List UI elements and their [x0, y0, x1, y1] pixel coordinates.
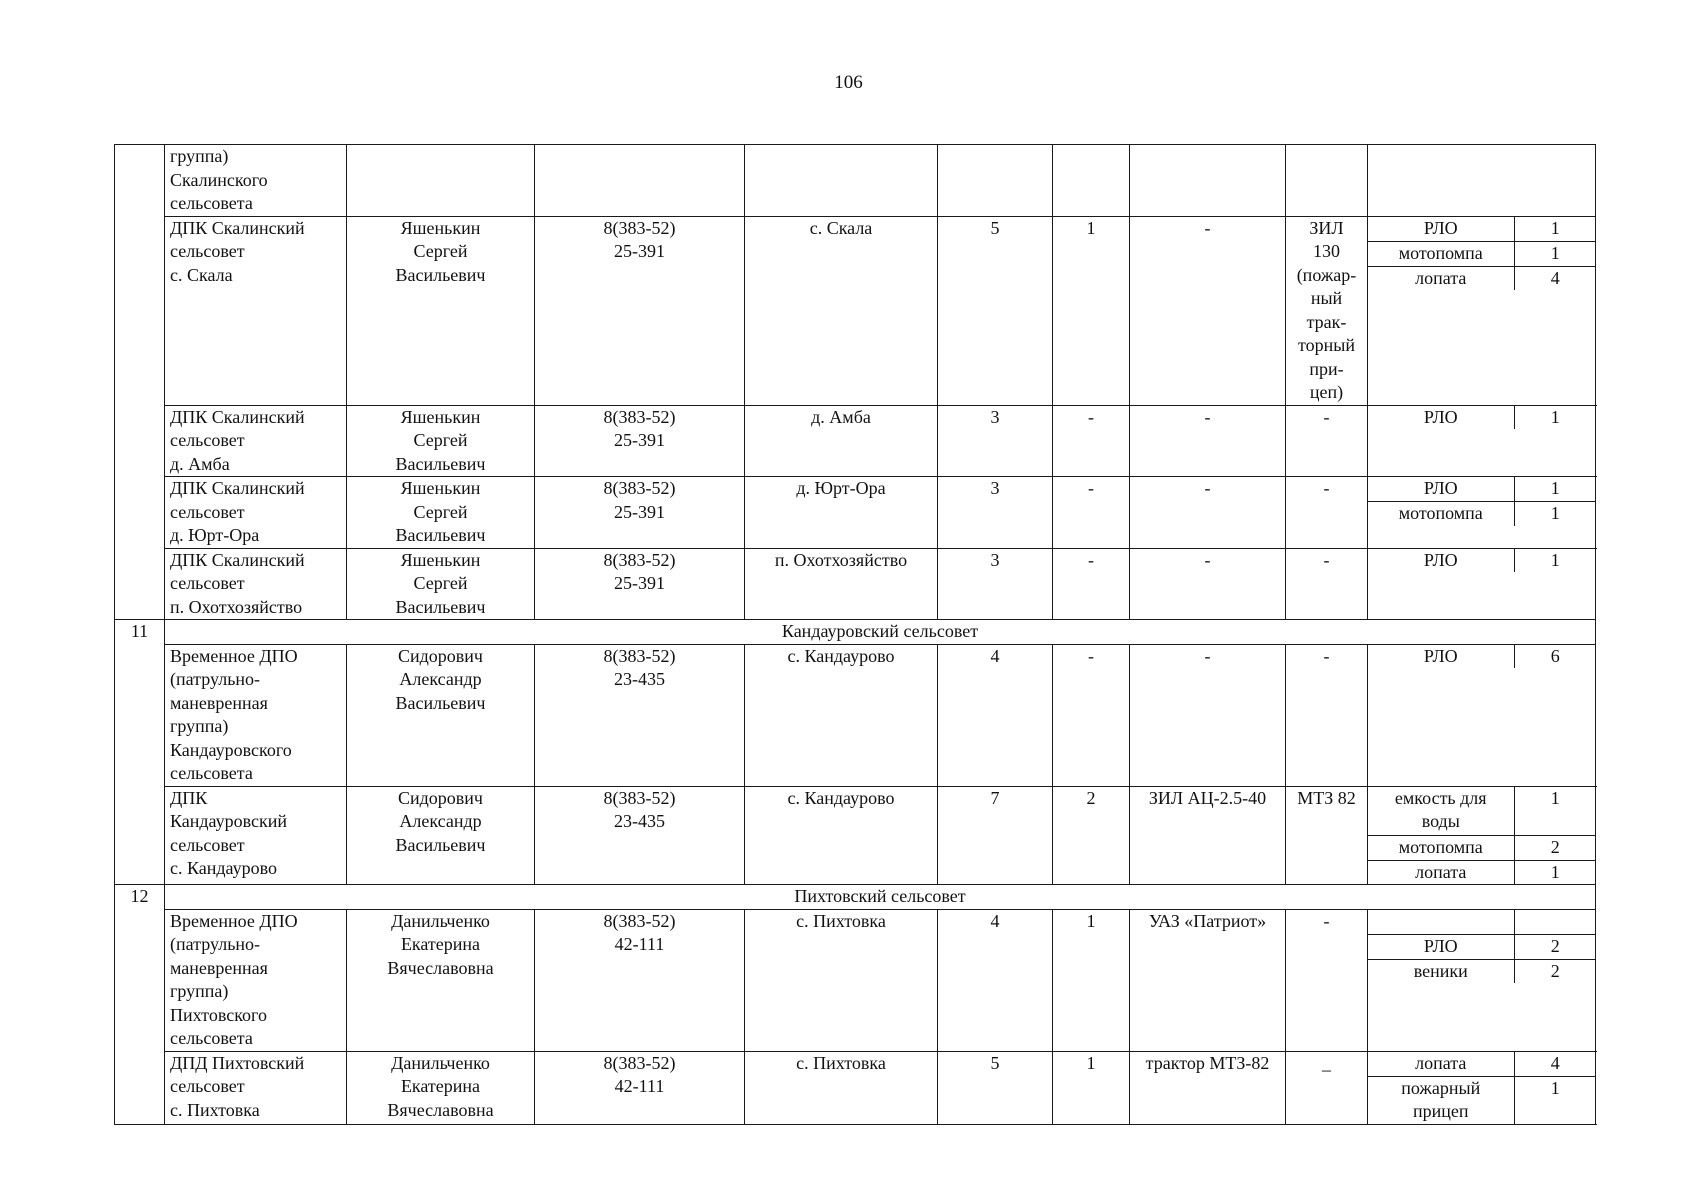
head-name: Яшенькин Сергей Васильевич: [347, 216, 535, 405]
equipment-name: РЛО: [1368, 217, 1514, 242]
equipment-cell: [1368, 909, 1596, 1051]
units-count: -: [1053, 548, 1130, 620]
tractor: -: [1286, 548, 1368, 620]
equipment-qty: 1: [1514, 217, 1596, 242]
tractor: -: [1286, 405, 1368, 477]
equipment-name: РЛО: [1368, 934, 1514, 959]
equipment-qty: 1: [1550, 1077, 1560, 1098]
empty-cell: [1368, 145, 1596, 217]
equipment-qty: 1: [1514, 787, 1596, 836]
fire-brigades-table: [114, 144, 1596, 1125]
unit-name: группа) Скалинского сельсовета: [165, 145, 347, 217]
equipment-qty: 1: [1550, 861, 1560, 882]
equipment-qty: 1: [1514, 477, 1596, 502]
people-count: 3: [938, 477, 1053, 549]
equipment-item: [1368, 835, 1596, 860]
people-count: 4: [938, 909, 1053, 1051]
tractor: -: [1286, 477, 1368, 549]
equipment-list: [1368, 406, 1596, 430]
people-count: 3: [938, 548, 1053, 620]
table-row: [115, 405, 1596, 477]
empty-cell: [535, 145, 745, 217]
settlement: с. Кандаурово: [745, 644, 938, 786]
equipment-qty: 1: [1550, 503, 1560, 523]
vehicle: УАЗ «Патриот»: [1130, 909, 1286, 1051]
unit-name: Временное ДПО (патрульно- маневренная группа) Кандауровского сельсовета: [165, 644, 347, 786]
settlement: п. Охотхозяйство: [745, 548, 938, 620]
section-title: Пихтовский сельсовет: [165, 885, 1596, 910]
vehicle: -: [1130, 216, 1286, 405]
phone-number: 8(383-52) 42-111: [535, 909, 745, 1051]
settlement: с. Кандаурово: [745, 786, 938, 885]
head-name: Данильченко Екатерина Вячеславовна: [347, 909, 535, 1051]
equipment-qty: 6: [1550, 645, 1560, 666]
table-row: [115, 786, 1596, 885]
equipment-item: [1368, 787, 1596, 836]
phone-number: 8(383-52) 25-391: [535, 477, 745, 549]
units-count: 1: [1053, 1051, 1130, 1124]
section-header-row: [115, 885, 1596, 910]
settlement: с. Скала: [745, 216, 938, 405]
head-name: Сидорович Александр Васильевич: [347, 786, 535, 885]
equipment-name: мотопомпа: [1368, 502, 1514, 526]
unit-name: Временное ДПО (патрульно- маневренная группа) Пихтовского сельсовета: [165, 909, 347, 1051]
equipment-qty: 1: [1550, 406, 1560, 427]
empty-cell: [745, 145, 938, 217]
equipment-name: РЛО: [1368, 645, 1514, 669]
empty-cell: [1286, 145, 1368, 217]
equipment-item: [1368, 502, 1596, 526]
section-number: 12: [115, 885, 165, 1125]
equipment-item: [1368, 934, 1596, 959]
equipment-item: [1368, 477, 1596, 502]
people-count: 7: [938, 786, 1053, 885]
equipment-qty: 2: [1550, 960, 1560, 981]
empty-cell: [1130, 145, 1286, 217]
unit-name: ДПК Скалинский сельсовет п. Охотхозяйство: [165, 548, 347, 620]
head-name: Яшенькин Сергей Васильевич: [347, 405, 535, 477]
unit-name: ДПК Скалинский сельсовет с. Скала: [165, 216, 347, 405]
units-count: -: [1053, 405, 1130, 477]
settlement: д. Амба: [745, 405, 938, 477]
equipment-name: веники: [1368, 959, 1514, 983]
head-name: Яшенькин Сергей Васильевич: [347, 477, 535, 549]
vehicle: трактор МТЗ-82: [1130, 1051, 1286, 1124]
settlement: с. Пихтовка: [745, 909, 938, 1051]
unit-name: ДПД Пихтовский сельсовет с. Пихтовка: [165, 1051, 347, 1124]
equipment-list: [1368, 910, 1596, 984]
equipment-item: [1368, 910, 1596, 935]
units-count: 2: [1053, 786, 1130, 885]
equipment-list: [1368, 549, 1596, 573]
units-count: 1: [1053, 216, 1130, 405]
table-row: [115, 644, 1596, 786]
tractor: -: [1286, 644, 1368, 786]
empty-cell: [1053, 145, 1130, 217]
head-name: Яшенькин Сергей Васильевич: [347, 548, 535, 620]
equipment-list: [1368, 217, 1596, 291]
phone-number: 8(383-52) 23-435: [535, 786, 745, 885]
equipment-item: [1368, 266, 1596, 290]
equipment-name: лопата: [1368, 860, 1514, 884]
equipment-list: [1368, 645, 1596, 669]
tractor: _: [1286, 1051, 1368, 1124]
equipment-cell: [1368, 477, 1596, 549]
phone-number: 8(383-52) 25-391: [535, 548, 745, 620]
equipment-cell: [1368, 1051, 1596, 1124]
equipment-item: [1368, 645, 1596, 669]
table-row-continued: [115, 145, 1596, 217]
equipment-name: [1368, 910, 1514, 935]
equipment-list: [1368, 787, 1596, 885]
phone-number: 8(383-52) 25-391: [535, 216, 745, 405]
people-count: 5: [938, 216, 1053, 405]
equipment-name: лопата: [1368, 266, 1514, 290]
equipment-qty: 4: [1514, 1052, 1596, 1077]
equipment-item: [1368, 959, 1596, 983]
table-row: [115, 216, 1596, 405]
equipment-qty: 2: [1514, 934, 1596, 959]
equipment-qty: 2: [1514, 835, 1596, 860]
equipment-name: мотопомпа: [1368, 835, 1514, 860]
head-name: Данильченко Екатерина Вячеславовна: [347, 1051, 535, 1124]
units-count: -: [1053, 477, 1130, 549]
tractor: МТЗ 82: [1286, 786, 1368, 885]
settlement: д. Юрт-Ора: [745, 477, 938, 549]
equipment-list: [1368, 1052, 1596, 1124]
equipment-qty: 1: [1514, 241, 1596, 266]
phone-number: 8(383-52) 23-435: [535, 644, 745, 786]
equipment-cell: [1368, 644, 1596, 786]
unit-name: ДПК Скалинский сельсовет д. Амба: [165, 405, 347, 477]
equipment-item: [1368, 549, 1596, 573]
units-count: -: [1053, 644, 1130, 786]
equipment-name: мотопомпа: [1368, 241, 1514, 266]
table-row: [115, 548, 1596, 620]
empty-cell: [347, 145, 535, 217]
vehicle: -: [1130, 477, 1286, 549]
phone-number: 8(383-52) 25-391: [535, 405, 745, 477]
tractor: ЗИЛ 130 (пожар- ный трак- торный при- цеп): [1286, 216, 1368, 405]
equipment-item: [1368, 860, 1596, 884]
equipment-cell: [1368, 216, 1596, 405]
empty-cell: [938, 145, 1053, 217]
units-count: 1: [1053, 909, 1130, 1051]
tractor: -: [1286, 909, 1368, 1051]
equipment-name: РЛО: [1368, 406, 1514, 430]
equipment-cell: [1368, 548, 1596, 620]
table-row: [115, 477, 1596, 549]
equipment-cell: [1368, 405, 1596, 477]
equipment-qty: [1514, 910, 1596, 935]
section-header-row: [115, 620, 1596, 645]
vehicle: -: [1130, 644, 1286, 786]
equipment-qty: 1: [1550, 549, 1560, 570]
equipment-name: лопата: [1368, 1052, 1514, 1077]
section-title: Кандауровский сельсовет: [165, 620, 1596, 645]
equipment-item: [1368, 217, 1596, 242]
vehicle: -: [1130, 405, 1286, 477]
vehicle: ЗИЛ АЦ-2.5-40: [1130, 786, 1286, 885]
unit-name: ДПК Кандауровский сельсовет с. Кандаурово: [165, 786, 347, 885]
equipment-item: [1368, 1076, 1596, 1124]
vehicle: -: [1130, 548, 1286, 620]
equipment-name: емкость для воды: [1368, 787, 1514, 836]
equipment-list: [1368, 477, 1596, 526]
equipment-name: пожарный прицеп: [1368, 1076, 1514, 1124]
section-number: 11: [115, 620, 165, 885]
equipment-item: [1368, 241, 1596, 266]
equipment-item: [1368, 1052, 1596, 1077]
equipment-name: РЛО: [1368, 477, 1514, 502]
phone-number: 8(383-52) 42-111: [535, 1051, 745, 1124]
equipment-qty: 4: [1550, 267, 1560, 288]
page-number: 106: [834, 72, 863, 93]
equipment-cell: [1368, 786, 1596, 885]
people-count: 4: [938, 644, 1053, 786]
people-count: 3: [938, 405, 1053, 477]
settlement: с. Пихтовка: [745, 1051, 938, 1124]
equipment-item: [1368, 406, 1596, 430]
table-row: [115, 909, 1596, 1051]
row-number-empty: [115, 145, 165, 620]
unit-name: ДПК Скалинский сельсовет д. Юрт-Ора: [165, 477, 347, 549]
table-row: [115, 1051, 1596, 1124]
equipment-name: РЛО: [1368, 549, 1514, 573]
head-name: Сидорович Александр Васильевич: [347, 644, 535, 786]
people-count: 5: [938, 1051, 1053, 1124]
